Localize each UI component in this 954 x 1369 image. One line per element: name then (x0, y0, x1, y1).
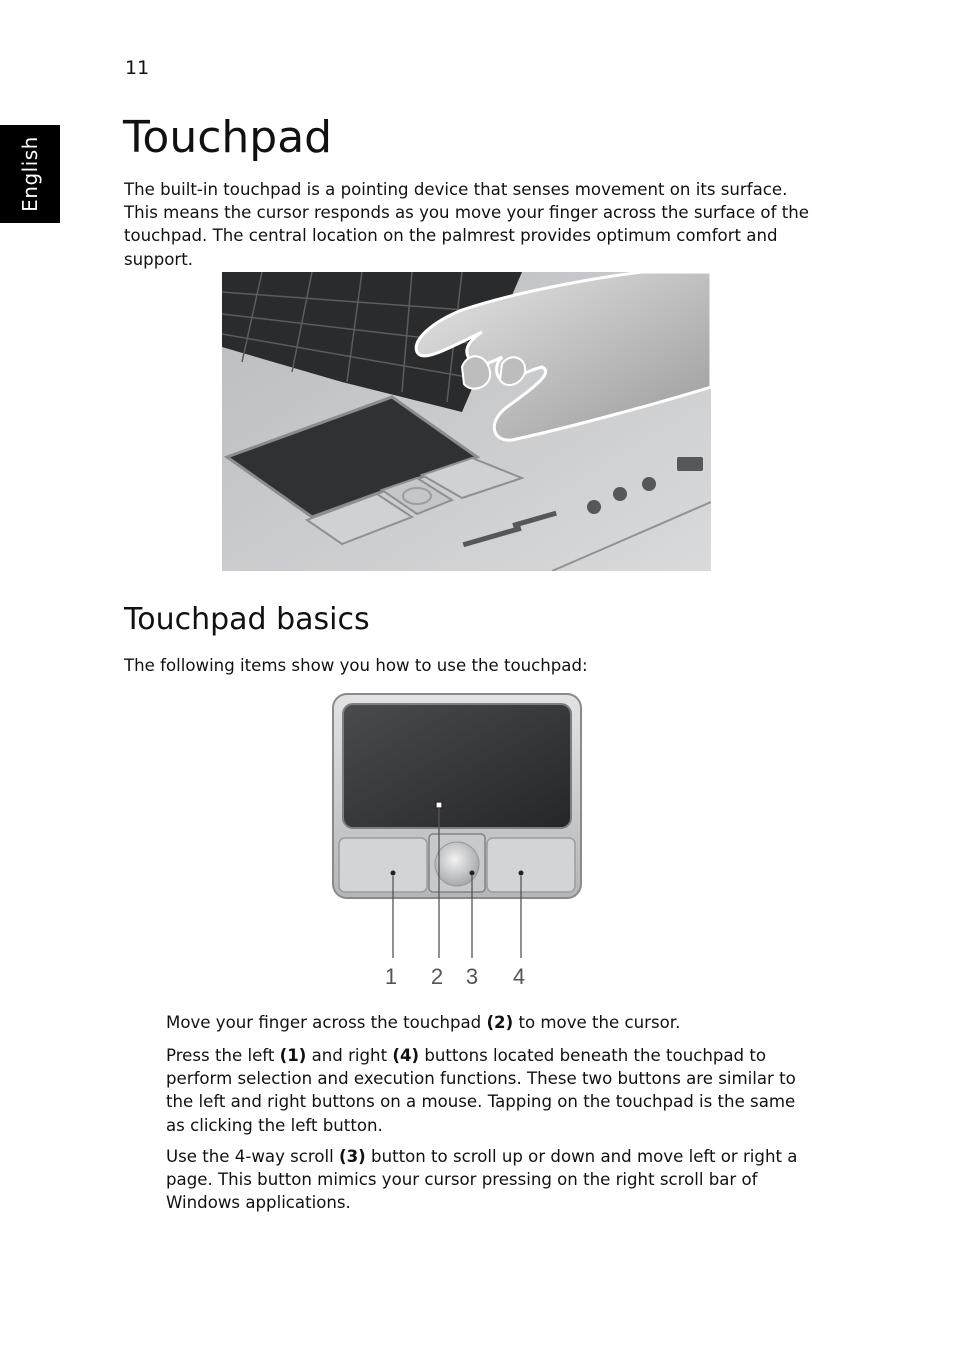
paragraph-buttons: Press the left (1) and right (4) buttons located beneath the touchpad to perform selection and execution functions. These two buttons are similar to the left and right buttons on a mouse. Tapping on the touchpad is the same as clicking the left button. (166, 1046, 796, 1135)
touchpad-photo (222, 272, 711, 571)
label-touchpad: 2 (430, 964, 444, 989)
label-scroll-button: 3 (465, 964, 479, 989)
page-title: Touchpad (123, 112, 333, 163)
label-right-button: 4 (512, 964, 526, 989)
paragraph-scroll: Use the 4-way scroll (3) button to scroll up or down and move left or right a page. This button mimics your cursor pressing on the right scroll bar of Windows applications. (166, 1147, 798, 1213)
page-number: 11 (125, 57, 150, 79)
paragraph-move-cursor: Move your finger across the touchpad (2) to move the cursor. (166, 1013, 681, 1032)
label-left-button: 1 (384, 964, 398, 989)
section-intro: The following items show you how to use the touchpad: (124, 656, 588, 675)
touchpad-diagram (325, 688, 590, 990)
language-tab-label: English (18, 136, 42, 212)
intro-paragraph: The built-in touchpad is a pointing device that senses movement on its surface. This means the cursor responds as you move your finger across the surface of the touchpad. The central location on the palmrest provides optimum comfort and support. (124, 180, 809, 269)
section-title: Touchpad basics (124, 602, 370, 637)
language-tab (0, 125, 60, 223)
